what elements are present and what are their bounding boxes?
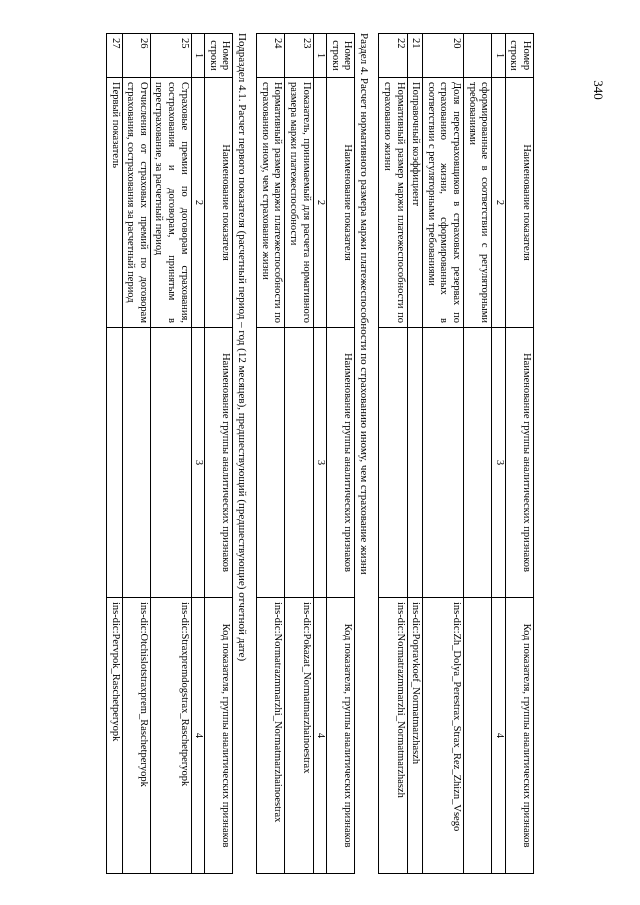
rotated-page-content	[106, 33, 534, 873]
group-name	[423, 327, 464, 597]
row-number: 24	[257, 33, 285, 77]
table-header-row	[327, 33, 355, 873]
column-number: 2	[492, 77, 506, 327]
indicator-name: Доля перестраховщиков в страховых резервах по страхованию жизни, сформированных в соответствии с регуляторными требованиями	[423, 77, 464, 327]
row-number: 21	[407, 33, 423, 77]
group-name	[150, 327, 191, 597]
group-name	[407, 327, 423, 597]
row-number: 20	[423, 33, 464, 77]
indicator-name: Поправочный коэффициент	[407, 77, 423, 327]
indicator-code: ins-dic:Zh_Dolya_Perestrax_Strax_Rez_Zhizn_Vsego	[423, 597, 464, 873]
header-row-number: Номер строки	[505, 33, 533, 77]
row-number	[464, 33, 492, 77]
subsection-4-1-title: Подраздел 4.1. Расчет первого показателя (расчетный период – год (12 месяцев), предшествующий (предшествующие) отчетной дате)	[236, 32, 249, 661]
column-number: 2	[313, 77, 327, 327]
column-numbers-row	[313, 33, 327, 873]
column-number: 2	[191, 77, 205, 327]
table-row	[464, 33, 492, 873]
column-number: 4	[191, 597, 205, 873]
table-row	[122, 33, 150, 873]
table-row	[285, 33, 313, 873]
row-number: 22	[379, 33, 407, 77]
indicator-name: Первый показатель	[106, 77, 122, 327]
page-number: 340	[590, 80, 606, 100]
header-row-number: Номер строки	[205, 33, 233, 77]
table-row	[106, 33, 122, 873]
group-name	[464, 327, 492, 597]
indicator-name: Отчисления от страховых премий по договорам страхования, сострахования за расчетный период	[122, 77, 150, 327]
section-4-title: Раздел 4. Расчет нормативного размера маржи платежеспособности по страхованию иному, чем страхование жизни	[358, 32, 371, 575]
row-number: 26	[122, 33, 150, 77]
indicator-name: Нормативный размер маржи платежеспособности по страхованию иному, чем страхование жизни	[257, 77, 285, 327]
indicator-code: ins-dic:Straxpremdogstrax_Raschetperyopk	[150, 597, 191, 873]
column-number: 4	[492, 597, 506, 873]
indicators-table-continued	[378, 33, 534, 874]
section-4-table	[256, 33, 355, 874]
header-indicator-name: Наименование показателя	[327, 77, 355, 327]
column-number: 3	[492, 327, 506, 597]
column-number: 3	[313, 327, 327, 597]
row-number: 23	[285, 33, 313, 77]
indicator-code: ins-dic:Pokazat_Normatmarzhainoestrax	[285, 597, 313, 873]
table-header-row	[505, 33, 533, 873]
group-name	[379, 327, 407, 597]
table-header-row	[205, 33, 233, 873]
column-number: 1	[492, 33, 506, 77]
column-number: 1	[313, 33, 327, 77]
indicator-name: Показатель, принимаемый для расчета нормативного размера маржи платежеспособности	[285, 77, 313, 327]
indicator-code: ins-dic:Normatrazmmarzhi_Normatmarzhainoestrax	[257, 597, 285, 873]
row-number: 25	[150, 33, 191, 77]
table-row	[150, 33, 191, 873]
header-group-code: Код показателя, группы аналитических признаков	[327, 597, 355, 873]
group-name	[106, 327, 122, 597]
indicator-name: Страховые премии по договорам страхования, сострахования и договорам, принятым в перестрахование, за расчетный период	[150, 77, 191, 327]
group-name	[122, 327, 150, 597]
column-number: 1	[191, 33, 205, 77]
table-row	[257, 33, 285, 873]
column-numbers-row	[492, 33, 506, 873]
table-row	[423, 33, 464, 873]
indicator-name: Нормативный размер маржи платежеспособности по страхованию жизни	[379, 77, 407, 327]
header-group-name: Наименование группы аналитических признаков	[205, 327, 233, 597]
header-group-code: Код показателя, группы аналитических признаков	[505, 597, 533, 873]
header-row-number: Номер строки	[327, 33, 355, 77]
indicator-code: ins-dic:Otchislotstraxprem_Raschetperyopk	[122, 597, 150, 873]
header-indicator-name: Наименование показателя	[505, 77, 533, 327]
column-number: 4	[313, 597, 327, 873]
indicator-code: ins-dic:Pervpok_Raschetperyopk	[106, 597, 122, 873]
indicator-code: ins-dic:Popravkoef_Normatmarzhaszh	[407, 597, 423, 873]
header-indicator-name: Наименование показателя	[205, 77, 233, 327]
subsection-4-1-table	[106, 33, 233, 874]
indicator-code	[464, 597, 492, 873]
table-row	[379, 33, 407, 873]
indicator-code: ins-dic:Normatrazmmarzhi_Normatmarzhaszh	[379, 597, 407, 873]
group-name	[285, 327, 313, 597]
row-number: 27	[106, 33, 122, 77]
header-group-name: Наименование группы аналитических признаков	[505, 327, 533, 597]
header-group-name: Наименование группы аналитических признаков	[327, 327, 355, 597]
table-row	[407, 33, 423, 873]
header-group-code: Код показателя, группы аналитических признаков	[205, 597, 233, 873]
indicator-name: сформированные в соответствии с регуляторными требованиями	[464, 77, 492, 327]
column-numbers-row	[191, 33, 205, 873]
group-name	[257, 327, 285, 597]
column-number: 3	[191, 327, 205, 597]
